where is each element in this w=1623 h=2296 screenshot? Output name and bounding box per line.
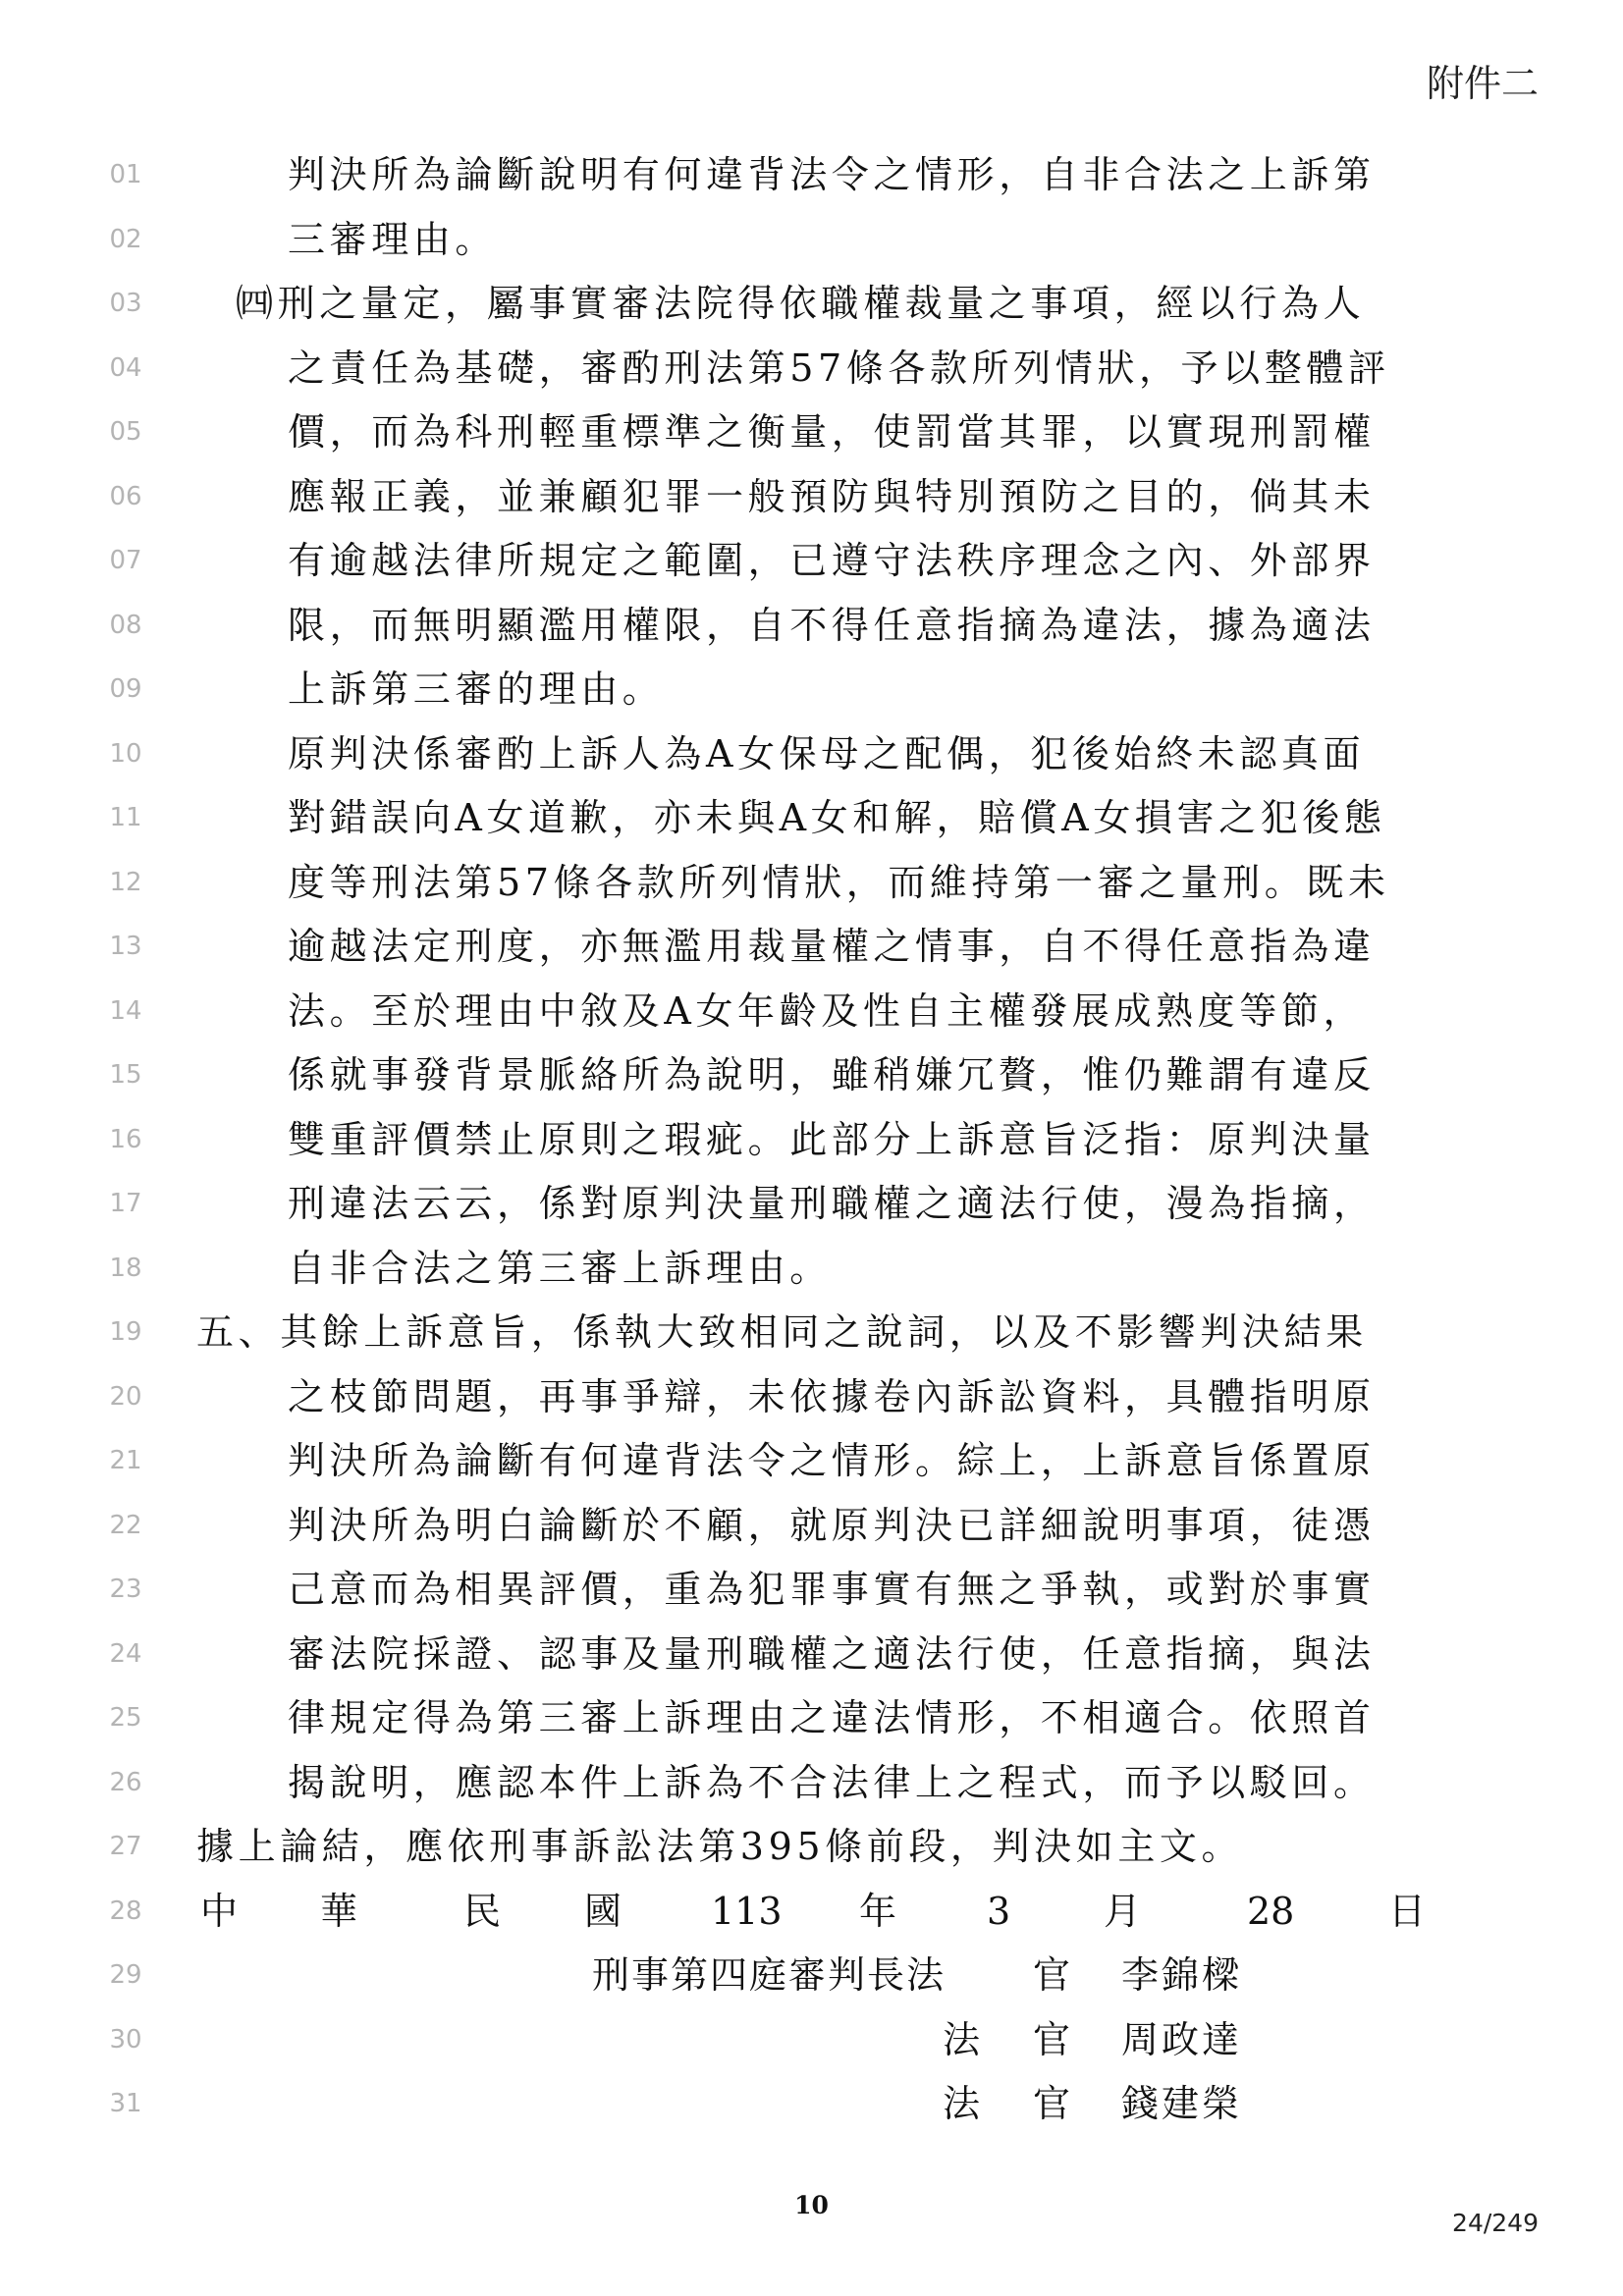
- line-text: 價，而為科刑輕重標準之衡量，使罰當其罪，以實現刑罰權: [288, 410, 1376, 454]
- line-number: 24: [109, 1638, 142, 1669]
- signature-line: [0, 2072, 1623, 2137]
- line-number: 27: [109, 1832, 142, 1861]
- line-text: 雙重評價禁止原則之瑕疵。此部分上訴意旨泛指：原判決量: [288, 1117, 1376, 1161]
- text-line: [0, 722, 1623, 787]
- text-line: [0, 1172, 1623, 1237]
- line-number: 16: [109, 1124, 142, 1154]
- text-line: [0, 1237, 1623, 1302]
- line-number: 15: [109, 1060, 142, 1090]
- text-line: [0, 1043, 1623, 1108]
- text-line: [0, 143, 1623, 208]
- line-text: 三審理由。: [288, 217, 498, 261]
- line-number: 11: [109, 803, 142, 832]
- text-line: [0, 272, 1623, 337]
- text-line: [0, 1623, 1623, 1687]
- date-part-hua: 華: [320, 1889, 358, 1933]
- line-text: 上訴第三審的理由。: [288, 667, 665, 711]
- text-line: [0, 208, 1623, 273]
- signature-title: 官: [1033, 1953, 1071, 1997]
- text-line: [0, 1815, 1623, 1880]
- line-text: 判決所為論斷有何違背法令之情形。綜上，上訴意旨係置原: [288, 1439, 1376, 1482]
- signature-name: 錢建榮: [1121, 2082, 1243, 2125]
- text-line: [0, 658, 1623, 722]
- line-text: 自非合法之第三審上訴理由。: [288, 1246, 832, 1290]
- line-number: 22: [109, 1510, 142, 1540]
- line-number: 05: [109, 417, 142, 447]
- line-number: 04: [109, 352, 142, 383]
- signature-line: [0, 2008, 1623, 2073]
- line-number: 13: [109, 932, 142, 961]
- text-line: [0, 1751, 1623, 1816]
- line-text: 審法院採證、認事及量刑職權之適法行使，任意指摘，與法: [288, 1631, 1376, 1676]
- text-line: [0, 465, 1623, 530]
- line-number: 23: [109, 1575, 142, 1604]
- attachment-label: 附件二: [1426, 62, 1539, 105]
- text-line: [0, 980, 1623, 1044]
- signature-name: 李錦樑: [1121, 1953, 1243, 1997]
- date-part-guo: 國: [584, 1889, 622, 1933]
- text-line: [0, 1429, 1623, 1494]
- line-text: 己意而為相異評價，重為犯罪事實有無之爭執，或對於事實: [288, 1568, 1376, 1611]
- date-month-value: 3: [987, 1889, 1011, 1933]
- line-text: 五、其餘上訴意旨，係執大致相同之說詞，以及不影響判決結果: [196, 1310, 1368, 1354]
- text-line: [0, 851, 1623, 916]
- text-line: [0, 594, 1623, 659]
- line-text: 刑違法云云，係對原判決量刑職權之適法行使，漫為指摘，: [288, 1182, 1376, 1225]
- line-number: 02: [109, 224, 142, 254]
- text-line: [0, 1365, 1623, 1430]
- line-text: 據上論結，應依刑事訴訟法第395條前段，判決如主文。: [196, 1825, 1244, 1868]
- line-number: 06: [109, 481, 142, 511]
- line-number: 17: [109, 1189, 142, 1218]
- date-day-value: 28: [1247, 1889, 1295, 1933]
- line-number: 29: [109, 1960, 142, 1990]
- line-text: 有逾越法律所規定之範圍，已遵守法秩序理念之內、外部界: [288, 539, 1376, 582]
- signature-title: 官: [1033, 2017, 1071, 2061]
- signature-division: 法: [943, 2082, 981, 2125]
- page-count: 24/249: [1452, 2209, 1539, 2237]
- line-text: 係就事發背景脈絡所為說明，雖稍嫌冗贅，惟仍難謂有違反: [288, 1053, 1376, 1096]
- line-text: 應報正義，並兼顧犯罪一般預防與特別預防之目的，倘其未: [288, 474, 1376, 518]
- line-number: 12: [109, 867, 142, 897]
- line-number: 14: [109, 995, 142, 1026]
- text-line: [0, 1494, 1623, 1559]
- line-number: 30: [109, 2024, 142, 2055]
- date-year-value: 113: [711, 1889, 783, 1933]
- line-text: 判決所為論斷說明有何違背法令之情形，自非合法之上訴第: [288, 153, 1376, 196]
- line-number: 19: [109, 1317, 142, 1347]
- line-number: 21: [109, 1446, 142, 1475]
- line-text: 律規定得為第三審上訴理由之違法情形，不相適合。依照首: [288, 1696, 1376, 1739]
- text-line: [0, 786, 1623, 851]
- text-line: [0, 1108, 1623, 1173]
- text-line: [0, 1301, 1623, 1365]
- line-number: 03: [109, 289, 142, 318]
- line-text: 逾越法定刑度，亦無濫用裁量權之情事，自不得任意指為違: [288, 925, 1376, 968]
- signature-division: 法: [943, 2017, 981, 2061]
- signature-line: [0, 1944, 1623, 2008]
- signature-name: 周政達: [1121, 2017, 1243, 2061]
- line-number: 31: [109, 2089, 142, 2118]
- line-number: 20: [109, 1381, 142, 1412]
- line-text: 度等刑法第57條各款所列情狀，而維持第一審之量刑。既未: [288, 860, 1390, 904]
- line-number: 10: [109, 738, 142, 769]
- text-line: [0, 337, 1623, 401]
- line-text: 法。至於理由中敘及A女年齡及性自主權發展成熟度等節，: [288, 988, 1366, 1033]
- page-number: 10: [794, 2191, 829, 2219]
- text-line: [0, 400, 1623, 465]
- date-part-year: 年: [859, 1889, 897, 1933]
- signature-title: 官: [1033, 2082, 1071, 2125]
- line-number: 25: [109, 1703, 142, 1733]
- line-number: 28: [109, 1896, 142, 1926]
- line-number: 09: [109, 674, 142, 704]
- text-line: [0, 529, 1623, 594]
- line-number: 26: [109, 1767, 142, 1797]
- date-line: [0, 1880, 1623, 1945]
- line-text: 揭說明，應認本件上訴為不合法律上之程式，而予以駁回。: [288, 1760, 1376, 1804]
- line-text: 判決所為明白論斷於不顧，就原判決已詳細說明事項，徒憑: [288, 1503, 1376, 1547]
- line-number: 08: [109, 610, 142, 640]
- line-text: 之枝節問題，再事爭辯，未依據卷內訴訟資料，具體指明原: [288, 1374, 1376, 1418]
- line-number: 07: [109, 546, 142, 575]
- line-text: 原判決係審酌上訴人為A女保母之配偶，犯後始終未認真面: [288, 731, 1366, 775]
- text-line: [0, 1686, 1623, 1751]
- line-text: 對錯誤向A女道歉，亦未與A女和解，賠償A女損害之犯後態: [288, 796, 1386, 839]
- date-part-zhong: 中: [200, 1889, 239, 1933]
- signature-division: 刑事第四庭審判長法: [592, 1953, 947, 1997]
- line-text: ㈣刑之量定，屬事實審法院得依職權裁量之事項，經以行為人: [236, 282, 1366, 325]
- text-line: [0, 1558, 1623, 1623]
- date-part-day: 日: [1388, 1889, 1427, 1933]
- line-text: 之責任為基礎，審酌刑法第57條各款所列情狀，予以整體評: [288, 346, 1390, 390]
- line-number: 01: [109, 160, 142, 189]
- line-text: 限，而無明顯濫用權限，自不得任意指摘為違法，據為適法: [288, 603, 1376, 647]
- judgment-body: [0, 143, 1623, 2137]
- date-part-min: 民: [463, 1889, 502, 1933]
- date-part-month: 月: [1104, 1889, 1142, 1933]
- line-number: 18: [109, 1253, 142, 1283]
- text-line: [0, 915, 1623, 980]
